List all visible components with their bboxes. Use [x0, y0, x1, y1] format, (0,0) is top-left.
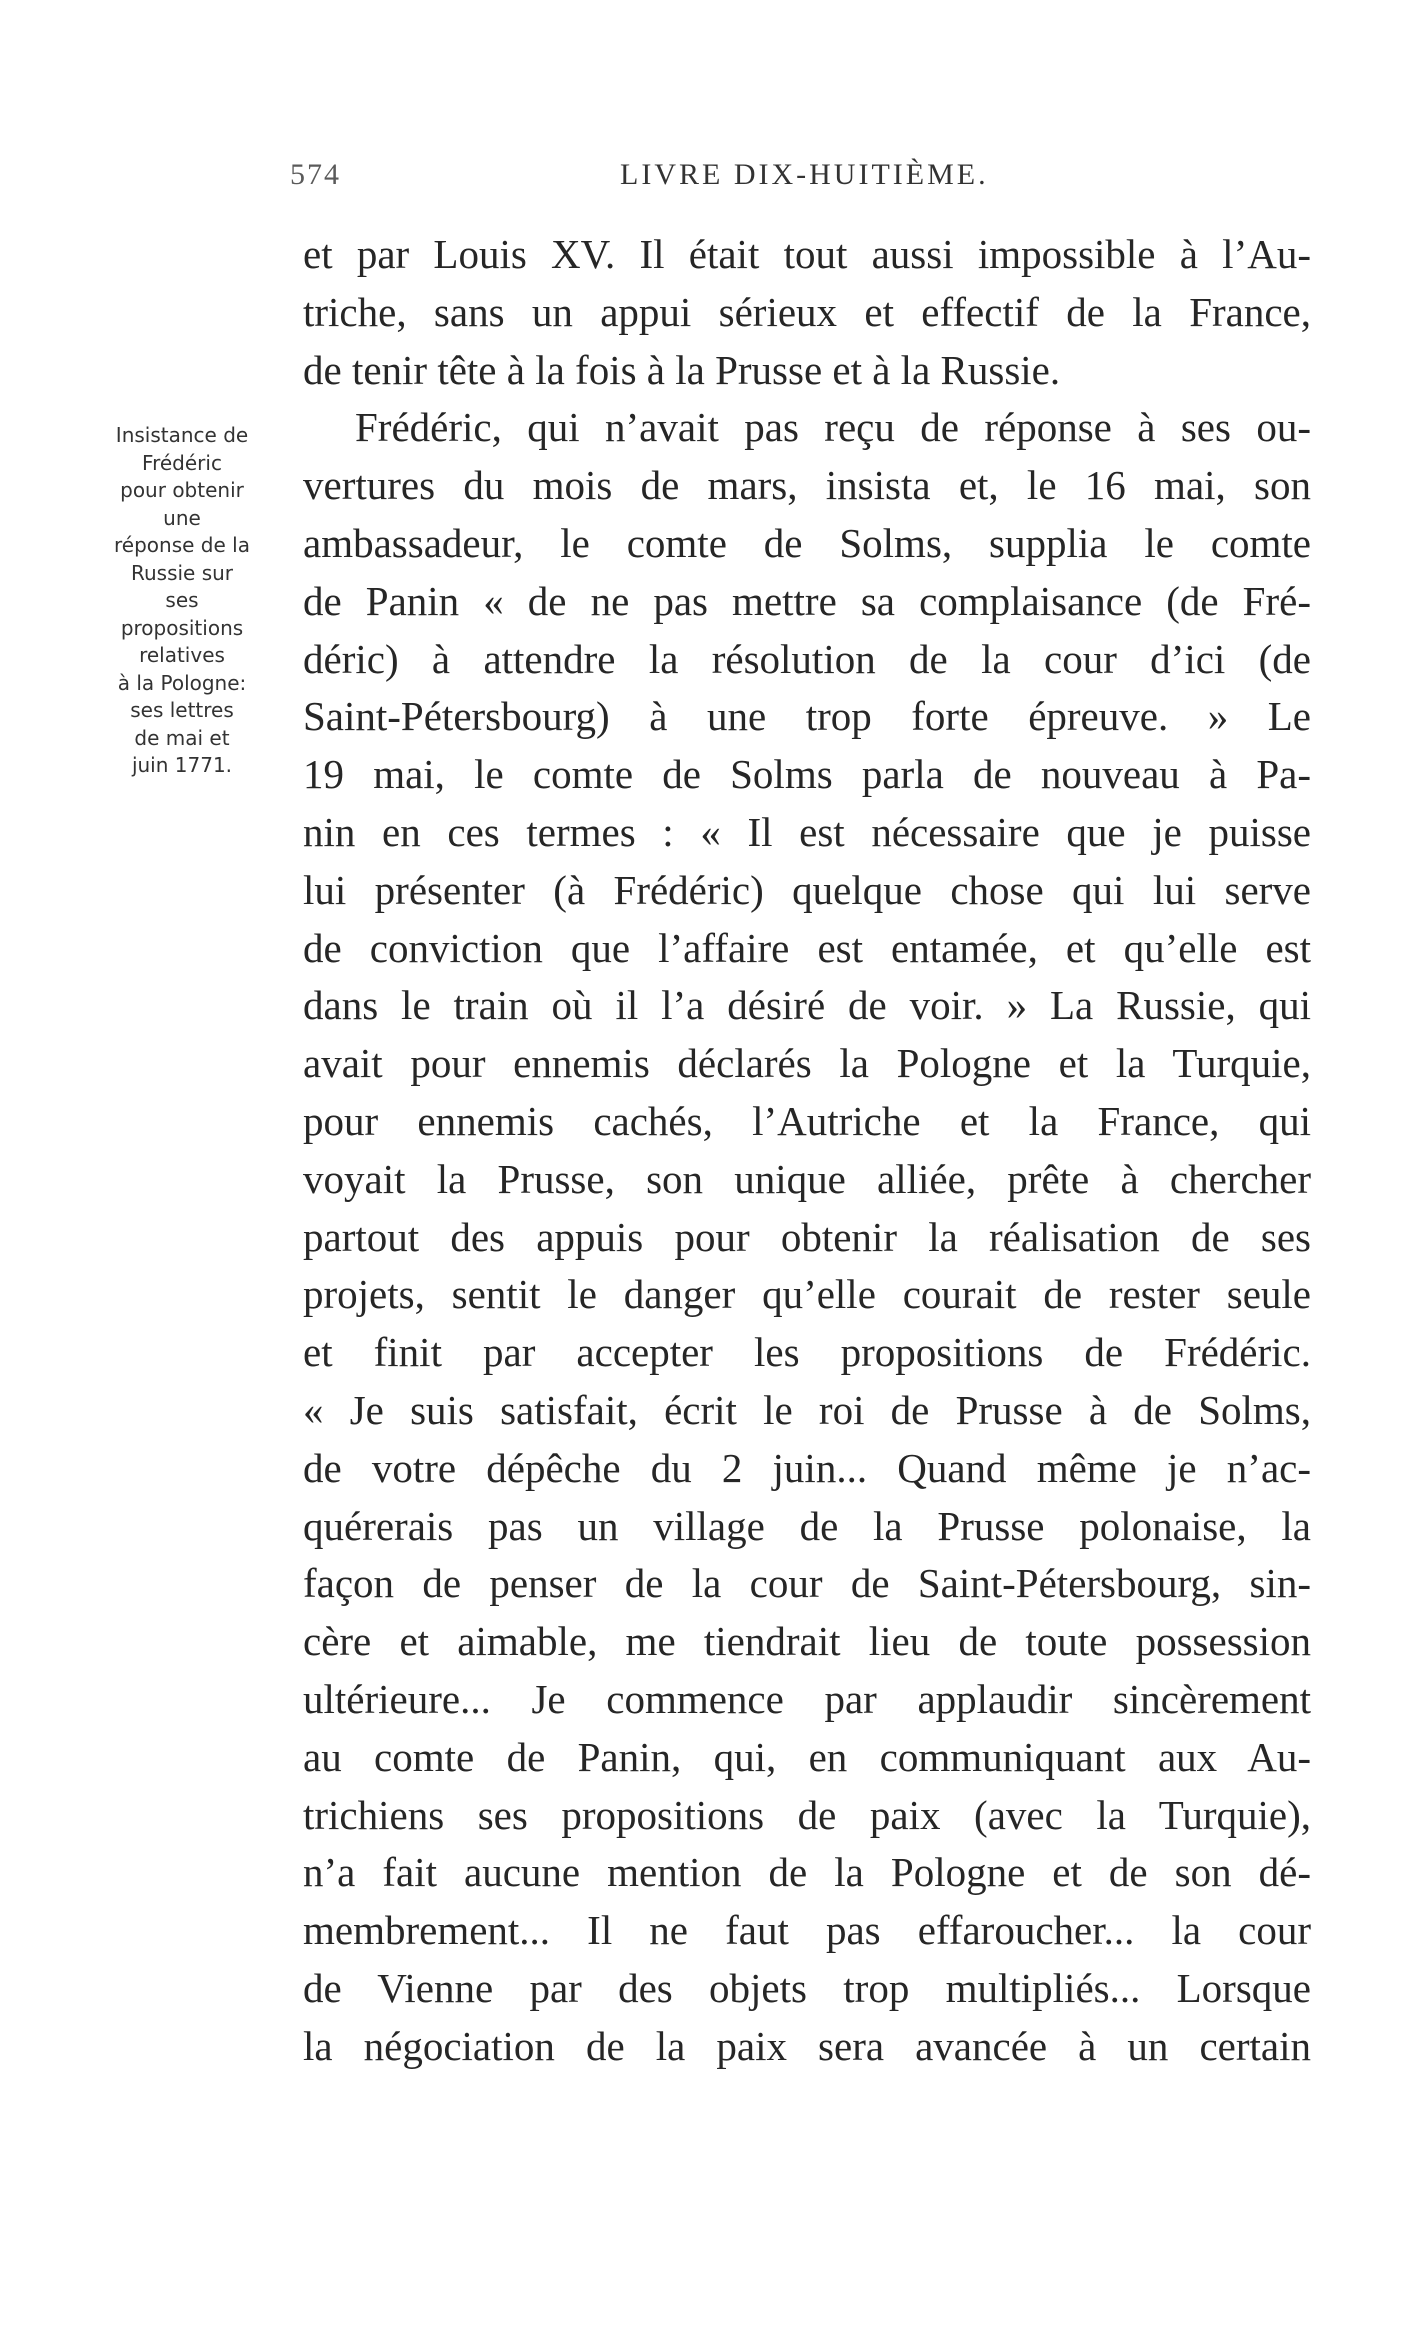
running-head: [290, 158, 1010, 198]
page-number: 574: [290, 158, 341, 191]
text-line: triche, sans un appui sérieux et effectif de la France,: [303, 288, 1311, 335]
text-line: n’a fait aucune mention de la Pologne et de son dé-: [303, 1849, 1311, 1896]
text-line: et finit par accepter les propositions de Frédéric.: [303, 1329, 1311, 1376]
text-line: dans le train où il l’a désiré de voir. » La Russie, qui: [303, 982, 1311, 1029]
margin-note-line: Insistance de: [115, 423, 249, 447]
running-title: LIVRE DIX-HUITIÈME.: [620, 158, 989, 191]
margin-note-line: à la Pologne:: [117, 670, 247, 695]
margin-note-line: de mai et: [134, 725, 230, 750]
margin-note-line: propositions: [120, 615, 244, 640]
body-text: [303, 226, 1311, 2076]
text-line: de tenir tête à la fois à la Prusse et à la Russie.: [303, 346, 1061, 393]
margin-note-line: réponse de la: [114, 533, 250, 557]
text-line: Frédéric, qui n’avait pas reçu de réponse à ses ou-: [355, 404, 1311, 451]
text-line: façon de penser de la cour de Saint-Pétersbourg, sin-: [303, 1560, 1311, 1607]
margin-note-line: ses: [165, 588, 199, 612]
text-line: et par Louis XV. Il était tout aussi impossible à l’Au-: [303, 231, 1311, 277]
text-line: voyait la Prusse, son unique alliée, prête à chercher: [303, 1155, 1311, 1202]
margin-note-line: juin 1771.: [131, 753, 233, 777]
text-line: 19 mai, le comte de Solms parla de nouveau à Pa-: [303, 751, 1311, 798]
margin-note-line: relatives: [139, 643, 225, 667]
text-line: ultérieure... Je commence par applaudir sincèrement: [303, 1675, 1311, 1722]
text-line: quérerais pas un village de la Prusse polonaise, la: [303, 1502, 1311, 1549]
text-line: la négociation de la paix sera avancée à un certain: [303, 2022, 1311, 2069]
text-line: de Vienne par des objets trop multipliés... Lorsque: [303, 1964, 1311, 2011]
margin-note-line: ses lettres: [130, 698, 234, 722]
text-line: de votre dépêche du 2 juin... Quand même je n’ac-: [303, 1444, 1311, 1491]
margin-note-line: Frédéric: [142, 450, 222, 475]
text-line: pour ennemis cachés, l’Autriche et la France, qui: [303, 1097, 1311, 1144]
text-line: « Je suis satisfait, écrit le roi de Prusse à de Solms,: [303, 1386, 1311, 1433]
text-line: membrement... Il ne faut pas effaroucher... la cour: [303, 1907, 1311, 1954]
text-line: trichiens ses propositions de paix (avec la Turquie),: [303, 1791, 1311, 1838]
text-line: au comte de Panin, qui, en communiquant aux Au-: [303, 1733, 1311, 1780]
text-line: lui présenter (à Frédéric) quelque chose qui lui serve: [303, 866, 1311, 913]
text-line: déric) à attendre la résolution de la cour d’ici (de: [303, 635, 1311, 682]
text-line: de Panin « de ne pas mettre sa complaisance (de Fré-: [303, 577, 1311, 624]
margin-note: [88, 422, 276, 780]
text-line: partout des appuis pour obtenir la réalisation de ses: [303, 1213, 1311, 1260]
text-line: nin en ces termes : « Il est nécessaire que je puisse: [303, 808, 1311, 855]
margin-note-line: pour obtenir: [120, 478, 244, 502]
text-line: de conviction que l’affaire est entamée, et qu’elle est: [303, 924, 1311, 971]
text-line: vertures du mois de mars, insista et, le 16 mai, son: [303, 462, 1311, 509]
margin-note-line: une: [163, 505, 201, 530]
text-line: avait pour ennemis déclarés la Pologne et la Turquie,: [303, 1040, 1311, 1087]
text-line: cère et aimable, me tiendrait lieu de toute possession: [303, 1618, 1311, 1665]
text-line: ambassadeur, le comte de Solms, supplia le comte: [303, 519, 1311, 566]
text-line: projets, sentit le danger qu’elle courait de rester seule: [303, 1271, 1311, 1318]
text-line: Saint-Pétersbourg) à une trop forte épreuve. » Le: [303, 693, 1311, 740]
margin-note-line: Russie sur: [130, 560, 234, 585]
